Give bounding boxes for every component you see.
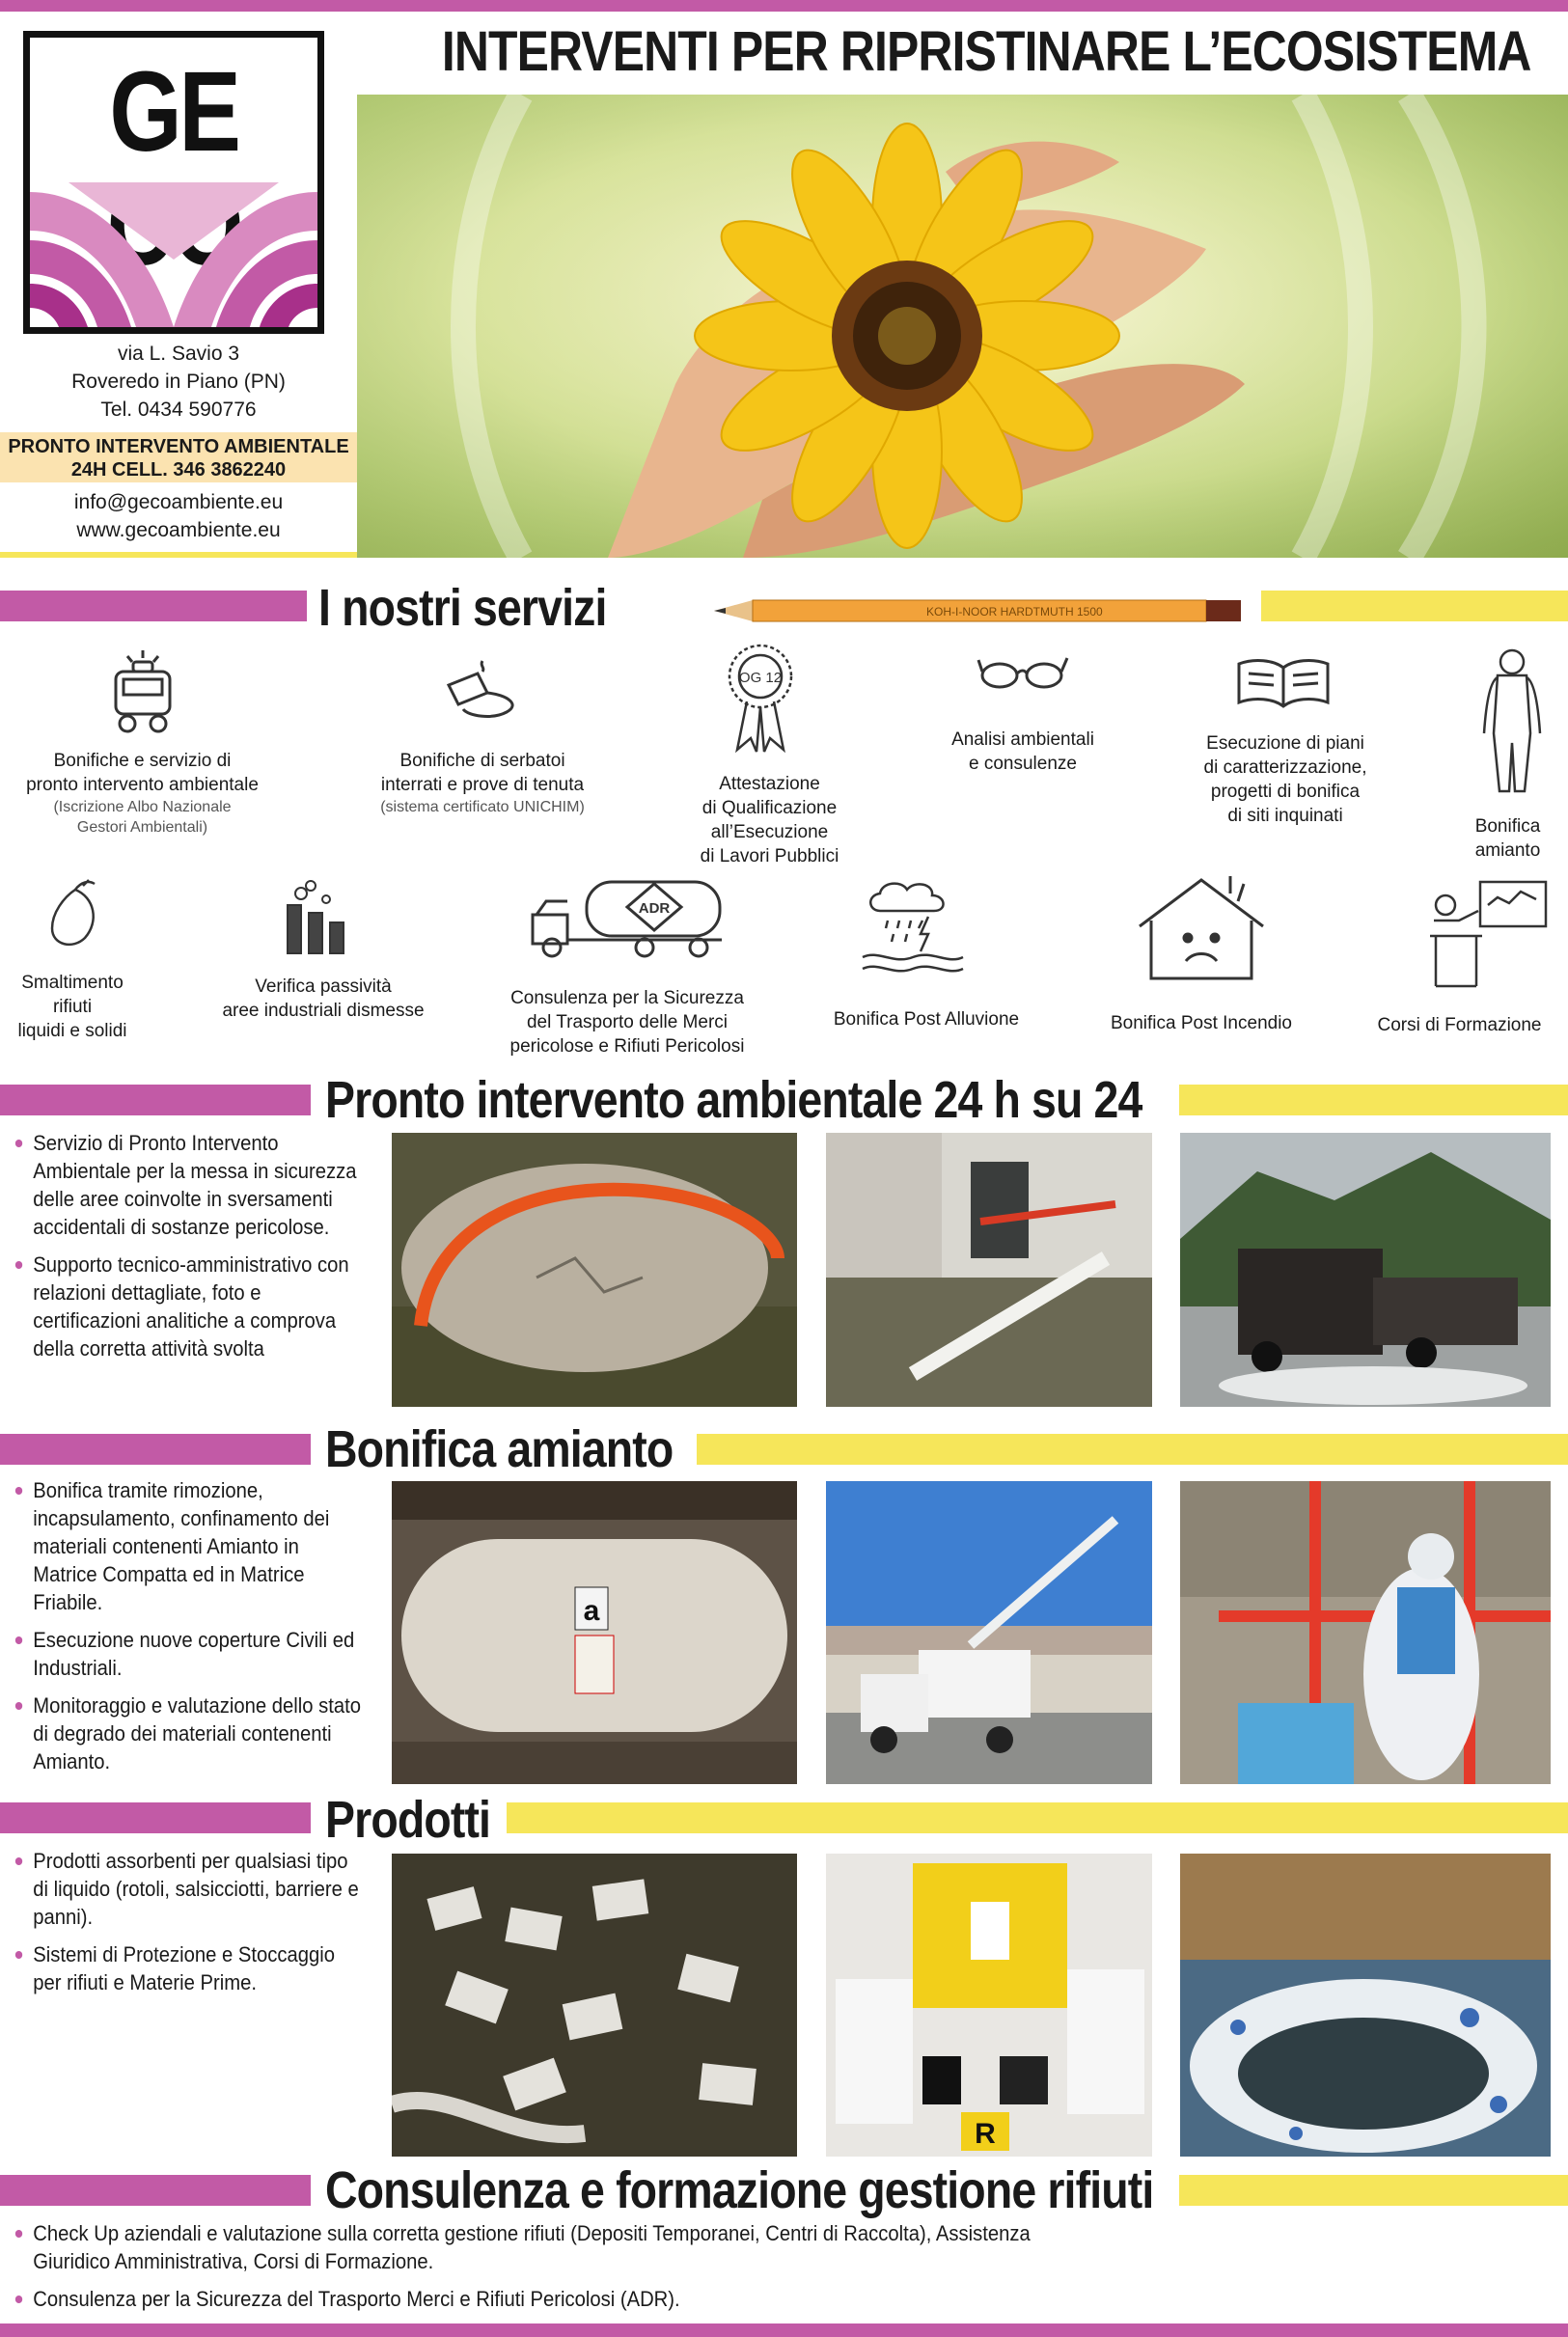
photo-flood-barrier	[826, 1133, 1152, 1407]
logo-text: GE	[109, 48, 238, 176]
website-link[interactable]: www.gecoambiente.eu	[76, 519, 281, 541]
burnt-house-icon	[1134, 874, 1269, 984]
pronto-bullets	[14, 1129, 364, 1372]
amianto-bullets	[14, 1476, 364, 1785]
photo-roof-work-truck	[826, 1481, 1152, 1784]
consulenza-title: Consulenza e formazione gestione rifiuti	[325, 2161, 1154, 2219]
service-industrial-areas	[207, 975, 439, 1023]
prodotti-bullets	[14, 1847, 364, 2006]
service-label: Esecuzione di piani di caratterizzazione, progetti di bonifica di siti inquinati	[1203, 733, 1367, 826]
bottom-border	[0, 2323, 1568, 2337]
contact-block	[0, 340, 357, 424]
section-bar-right	[1261, 591, 1568, 621]
service-label: Bonifica amianto	[1474, 816, 1541, 861]
book-icon	[1235, 654, 1332, 708]
pencil-label: KOH-I-NOOR HARDTMUTH 1500	[926, 605, 1103, 619]
emergency-phone: 24H CELL. 346 3862240	[70, 459, 287, 481]
bullet-item: Check Up aziendali e valutazione sulla corretta gestione rifiuti (Depositi Temporanei, Centri di Raccolta), Assistenza Giuridico Amministrativa, Corsi di Formazione.	[14, 2219, 1079, 2275]
service-tanks	[347, 749, 618, 817]
bag-icon	[46, 878, 102, 948]
service-label: Analisi ambientali e consulenze	[951, 729, 1094, 774]
consulenza-bullets	[14, 2219, 1079, 2323]
service-post-fire	[1086, 1011, 1317, 1035]
section-bar-left	[0, 1085, 311, 1115]
section-bar-right	[1179, 2175, 1568, 2206]
photo-asbestos-tank	[392, 1481, 797, 1784]
asbestos-sign: a	[583, 1595, 600, 1627]
adr-badge-text: ADR	[638, 900, 671, 917]
service-label: Consulenza per la Sicurezza del Trasporto delle Merci pericolose e Rifiuti Pericolosi	[509, 988, 745, 1057]
service-label: Smaltimento rifiuti liquidi e solidi	[17, 973, 127, 1041]
service-asbestos	[1447, 814, 1568, 863]
service-label: Bonifica Post Alluvione	[833, 1009, 1020, 1030]
bullet-item: Bonifica tramite rimozione, incapsulamento, confinamento dei materiali contenenti Amianto in Matrice Compatta ed in Matrice Friabile.	[14, 1476, 364, 1616]
web-contacts	[0, 488, 357, 544]
section-bar-right	[697, 1434, 1568, 1465]
top-border	[0, 0, 1568, 12]
section-bar-left	[0, 591, 307, 621]
geco-logo	[23, 31, 324, 334]
spill-icon	[439, 656, 526, 724]
service-label: Bonifiche e servizio di pronto intervento ambientale	[26, 751, 259, 795]
service-analysis	[926, 728, 1119, 776]
service-label: Bonifica Post Incendio	[1110, 1013, 1292, 1033]
address-city: Roveredo in Piano (PN)	[71, 371, 286, 393]
flood-icon	[859, 876, 967, 976]
rosette-icon	[726, 642, 795, 756]
bullet-item: Supporto tecnico-amministrativo con relazioni dettagliate, foto e certificazioni analitiche a comprova della corretta attività svolta	[14, 1251, 364, 1362]
hazmat-suit-icon	[1478, 646, 1546, 797]
photo-absorbent-pads	[392, 1854, 797, 2157]
photo-spill-boom	[392, 1133, 797, 1407]
service-sub: (sistema certificato UNICHIM)	[380, 799, 585, 815]
hero-image-sunflower	[357, 95, 1568, 558]
section-bar-left	[0, 1434, 311, 1465]
bullet-item: Esecuzione nuove coperture Civili ed Industriali.	[14, 1626, 364, 1682]
section-bar-left	[0, 2175, 311, 2206]
amianto-title: Bonifica amianto	[325, 1420, 674, 1478]
service-emergency	[0, 749, 285, 838]
section-bar-left	[0, 1802, 311, 1833]
bullet-item: Monitoraggio e valutazione dello stato di degrado dei materiali contenenti Amianto.	[14, 1691, 364, 1775]
service-label: Attestazione di Qualificazione all’Esecuzione di Lavori Pubblici	[700, 774, 839, 866]
bullet-item: Consulenza per la Sicurezza del Trasporto Merci e Rifiuti Pericolosi (ADR).	[14, 2285, 1079, 2313]
bullet-item: Sistemi di Protezione e Stoccaggio per rifiuti e Materie Prime.	[14, 1940, 364, 1996]
glasses-icon	[977, 652, 1069, 691]
teacher-icon	[1424, 878, 1550, 990]
photo-asbestos-removal	[1180, 1481, 1551, 1784]
logo-arches-icon	[30, 182, 317, 327]
service-post-flood	[811, 1007, 1042, 1031]
service-label: Corsi di Formazione	[1377, 1015, 1542, 1035]
bullet-item: Servizio di Pronto Intervento Ambientale per la messa in sicurezza delle aree coinvolte in sversamenti accidentali di sostanze pericolose.	[14, 1129, 364, 1241]
service-qualification	[666, 772, 873, 868]
prodotti-title: Prodotti	[325, 1791, 491, 1849]
section-bar-right	[507, 1802, 1568, 1833]
photo-burnt-truck	[1180, 1133, 1551, 1407]
emergency-title: PRONTO INTERVENTO AMBIENTALE	[8, 436, 349, 457]
truck-icon	[108, 648, 178, 737]
service-label: Bonifiche di serbatoi interrati e prove di tenuta	[380, 751, 585, 795]
address-street: via L. Savio 3	[117, 343, 240, 365]
phone-number: Tel. 0434 590776	[100, 399, 257, 421]
page-title: INTERVENTI PER RIPRISTINARE L’ECOSISTEMA	[441, 20, 1531, 83]
email-link[interactable]: info@gecoambiente.eu	[73, 491, 284, 513]
service-sub: (Iscrizione Albo Nazionale Gestori Ambientali)	[53, 799, 232, 836]
kit-sign: R	[975, 2118, 996, 2150]
photo-spill-kit	[826, 1854, 1152, 2157]
rosette-badge-text: OG 12	[738, 670, 783, 686]
header-underline	[0, 552, 357, 558]
factory-icon	[282, 878, 355, 955]
service-disposal	[0, 971, 145, 1043]
emergency-box	[0, 432, 357, 482]
service-label: Verifica passività aree industriali dismesse	[222, 976, 425, 1021]
service-training	[1351, 1013, 1568, 1037]
adr-tanker-icon	[529, 876, 727, 959]
service-characterization	[1179, 731, 1391, 828]
services-title: I nostri servizi	[318, 579, 607, 637]
pronto-title: Pronto intervento ambientale 24 h su 24	[325, 1071, 1142, 1129]
sunflower-hands-illustration	[357, 95, 1568, 558]
service-adr-consulting	[492, 986, 762, 1059]
photo-containment-boom	[1180, 1854, 1551, 2157]
section-bar-right	[1179, 1085, 1568, 1115]
bullet-item: Prodotti assorbenti per qualsiasi tipo di liquido (rotoli, salsicciotti, barriere e panni).	[14, 1847, 364, 1931]
pencil-icon	[714, 594, 1247, 627]
